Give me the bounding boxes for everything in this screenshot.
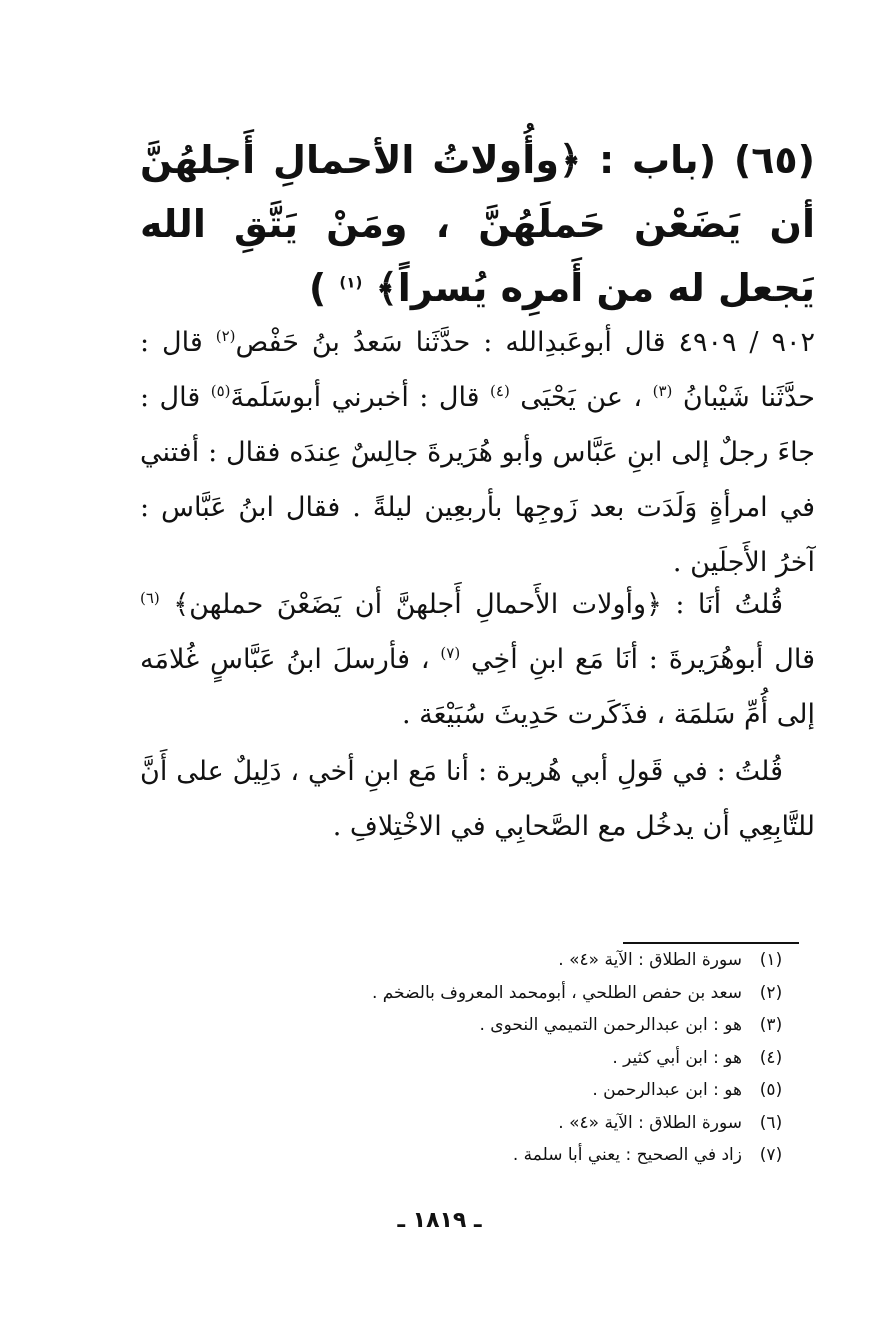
footnote-text: هو : ابن عبدالرحمن . <box>592 1080 742 1100</box>
footnote-number: (٤) <box>759 1047 783 1068</box>
chapter-heading-text: (٦٥) (باب : ﴿وأُولاتُ الأحمالِ أَجلهُنَّ أن يَضَعْن حَملَهُنَّ ، ومَنْ يَتَّقِ الله يَجعل له من أَمرِه يُسراً﴾ <box>140 138 815 310</box>
footnote-ref: (١) <box>339 273 363 292</box>
hadith-text: قال : جاءَ رجلٌ إلى ابنِ عَبَّاس وأبو هُرَيرةَ جالِسٌ عِندَه فقال : أفتني في امرأةٍ وَلَدَت بعد زَوجِها بأربعِين ليلةً . فقال ابنُ عَبَّاس : آخرُ الأَجلَين . <box>140 382 815 578</box>
footnote-item <box>200 1015 800 1048</box>
footnote-divider <box>623 942 799 944</box>
footnote-ref: (٦) <box>140 589 160 607</box>
footnote-number: (١) <box>759 950 783 970</box>
hadith-text: قال : أخبرني أبوسَلَمةَ <box>230 382 480 413</box>
footnote-item <box>200 1080 800 1113</box>
footnote-number: (٦) <box>759 1112 783 1133</box>
footnote-ref: (٤) <box>490 382 510 400</box>
footnote-item <box>200 1113 800 1146</box>
footnote-ref: (٥) <box>210 382 231 400</box>
commentary-text: قُلتُ أنَا : ﴿وأولات الأَحمالِ أَجلهنَّ أن يَضَعْنَ حملهن﴾ <box>173 589 784 620</box>
footnote-number: (٧) <box>759 1145 783 1165</box>
chapter-heading-close: ) <box>308 266 327 310</box>
footnote-text: سعد بن حفص الطلحي ، أبومحمد المعروف بالضخم . <box>371 982 742 1003</box>
hadith-text: ، عن يَحْيَى <box>520 382 643 413</box>
footnote-text: هو : ابن عبدالرحمن التميمي النحوى . <box>479 1015 742 1035</box>
footnote-text: زاد في الصحيح : يعني أبا سلمة . <box>512 1145 742 1165</box>
commentary-paragraph: قُلتُ : في قَولِ أبي هُريرة : أنا مَع ابنِ أخي ، دَلِيلٌ على أَنَّ للتَّابِعِي أن يدخُل مع الصَّحابِي في الاخْتِلافِ . <box>140 756 815 842</box>
footnote-number: (٢) <box>759 982 783 1003</box>
page-number: ـ ١٨١٩ ـ <box>397 1208 482 1233</box>
chapter-heading <box>140 128 815 320</box>
footnote-text: هو : ابن أبي كثير . <box>612 1047 742 1068</box>
footnote-ref: (٣) <box>652 382 673 400</box>
commentary-text: ، فأرسلَ ابنُ عَبَّاسٍ غُلامَه إلى أُمِّ سَلمَة ، فذَكَرت حَدِيثَ سُبَيْعَة . <box>140 644 815 730</box>
footnote-text: سورة الطلاق : الآية «٤» . <box>558 950 742 970</box>
footnote-ref: (٢) <box>215 327 236 345</box>
footnote-number: (٥) <box>759 1080 783 1100</box>
footnote-item <box>200 950 800 983</box>
footnote-item <box>200 1145 800 1178</box>
commentary-text: قال أبوهُرَيرةَ : أنَا مَع ابنِ أخِي <box>471 644 815 675</box>
hadith-paragraph <box>140 315 815 590</box>
hadith-text: ٩٠٢ / ٤٩٠٩ قال أبوعَبدِالله : حدَّثَنا سَعدُ بنُ حَفْص <box>235 327 815 358</box>
footnote-number: (٣) <box>759 1015 783 1035</box>
footnote-ref: (٧) <box>440 644 461 662</box>
commentary-paragraph <box>140 577 815 742</box>
footnote-text: سورة الطلاق : الآية «٤» . <box>558 1112 742 1133</box>
footnotes-list <box>200 950 800 1178</box>
footnote-item <box>200 1048 800 1081</box>
footnote-item <box>200 983 800 1016</box>
hadith-text: قال : حدَّثَنا شَيْبانُ <box>140 327 815 413</box>
